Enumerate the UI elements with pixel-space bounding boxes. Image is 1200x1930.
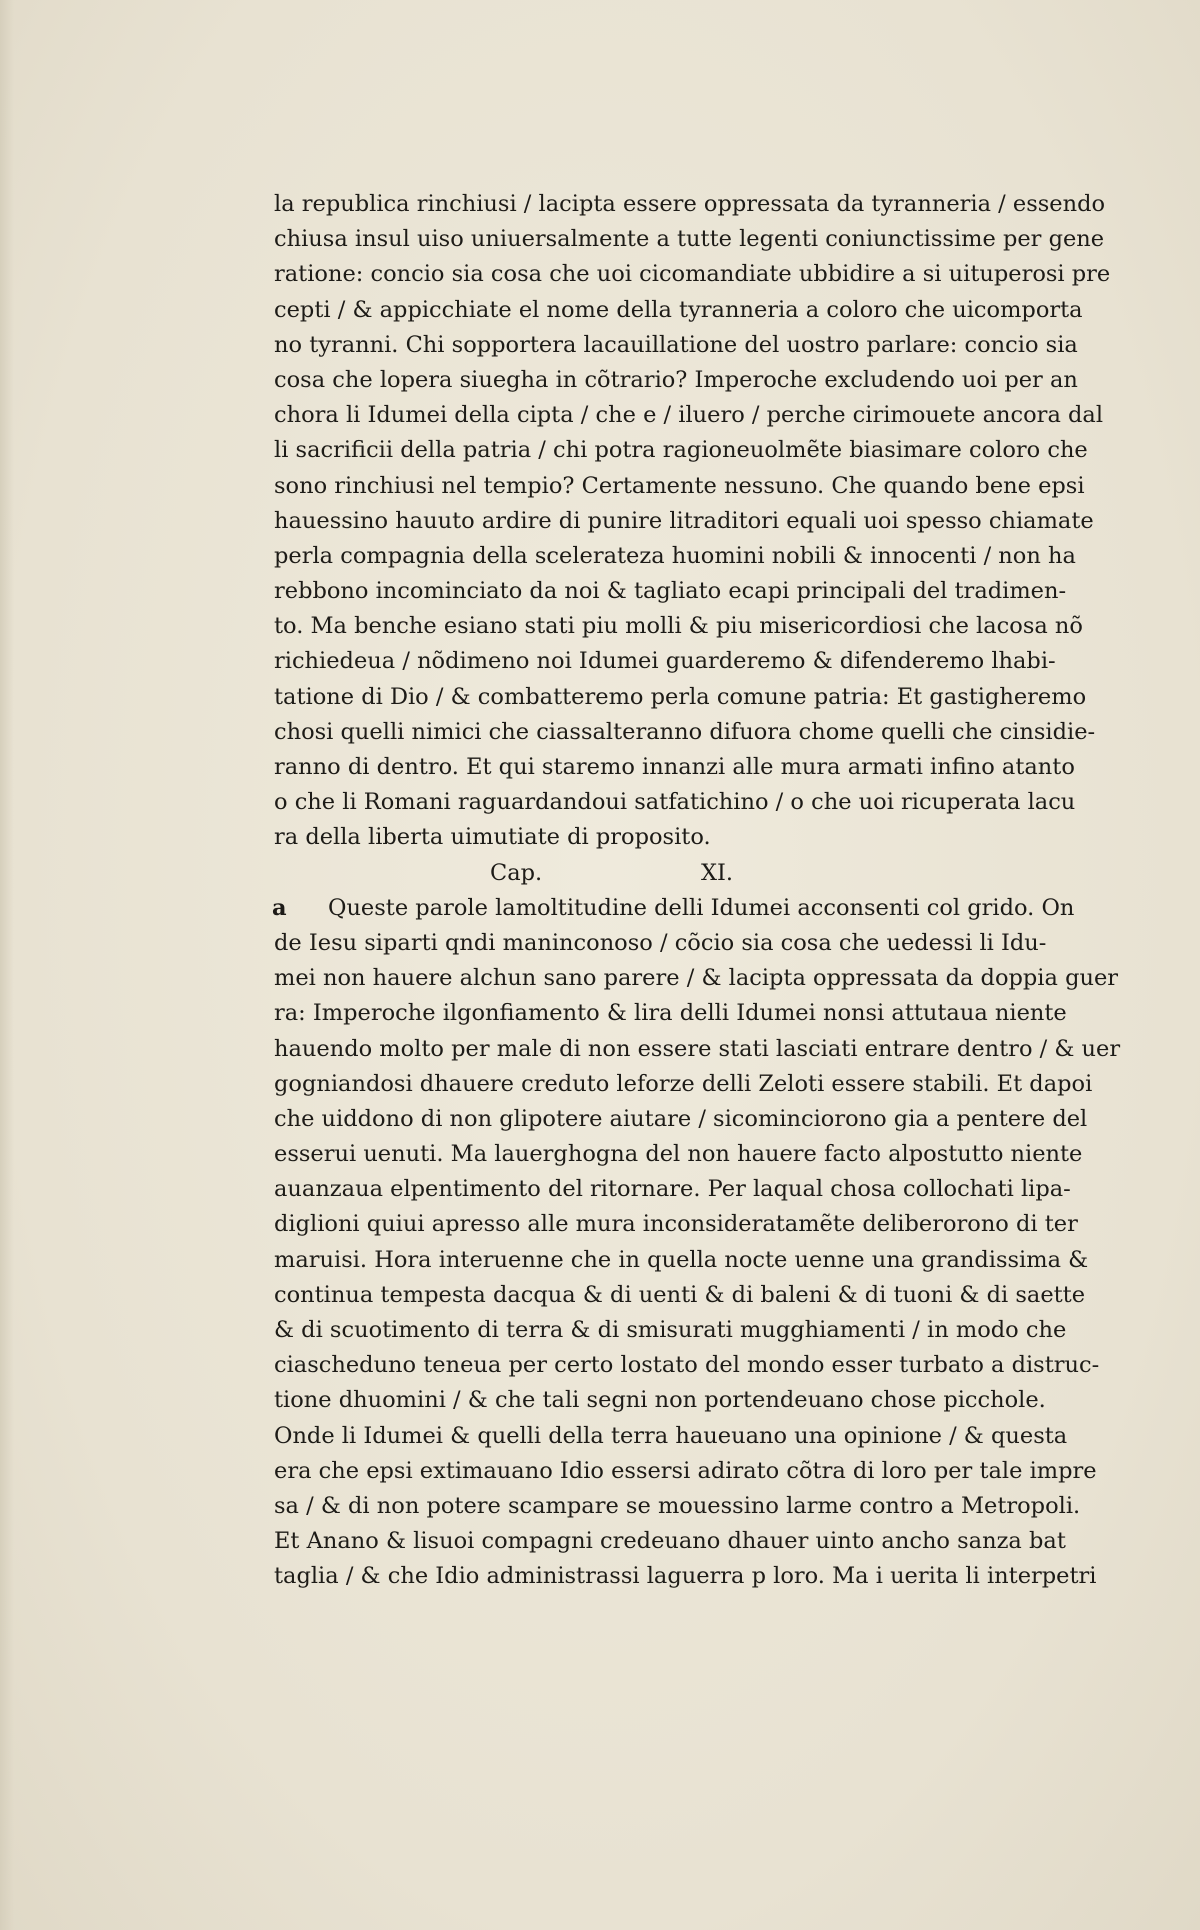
text-line: taglia / & che Idio administrassi laguerra p loro. Ma i uerita li interpetri xyxy=(274,1563,1097,1590)
text-line: tione dhuomini / & che tali segni non portendeuano chose picchole. xyxy=(274,1387,1046,1414)
chapter-number: XI. xyxy=(701,859,734,886)
text-line: cepti / & appicchiate el nome della tyranneria a coloro che uicomporta xyxy=(274,296,1083,323)
chapter-label: Cap. xyxy=(490,859,543,886)
text-line: era che epsi extimauano Idio essersi adirato cõtra di loro per tale impre xyxy=(274,1457,1097,1484)
text-block xyxy=(274,187,1134,1595)
text-line: cosa che lopera siuegha in cõtrario? Imperoche excludendo uoi per an xyxy=(274,366,1078,393)
text-line: chora li Idumei della cipta / che e / iluero / perche cirimouete ancora dal xyxy=(274,402,1104,429)
text-line: richiedeua / nõdimeno noi Idumei guarderemo & difenderemo lhabi- xyxy=(274,648,1056,675)
text-line: continua tempesta dacqua & di uenti & di baleni & di tuoni & di saette xyxy=(274,1281,1086,1308)
text-line: auanzaua elpentimento del ritornare. Per laqual chosa collochati lipa- xyxy=(274,1176,1071,1203)
text-line: perla compagnia della scelerateza huomini nobili & innocenti / non ha xyxy=(274,542,1076,569)
text-line: chosi quelli nimici che ciassalteranno difuora chome quelli che cinsidie- xyxy=(274,718,1096,745)
text-line: tatione di Dio / & combatteremo perla comune patria: Et gastigheremo xyxy=(274,683,1087,710)
text-line: ciascheduno teneua per certo lostato del mondo esser turbato a distruc- xyxy=(274,1352,1100,1379)
text-line: ratione: concio sia cosa che uoi cicomandiate ubbidire a si uituperosi pre xyxy=(274,261,1111,288)
text-line: Queste parole lamoltitudine delli Idumei acconsenti col grido. On xyxy=(328,894,1075,921)
marginal-letter: a xyxy=(272,894,287,921)
text-line: li sacrificii della patria / chi potra ragioneuolmẽte biasimare coloro che xyxy=(274,437,1088,464)
text-line: de Iesu siparti qndi maninconoso / cõcio sia cosa che uedessi li Idu- xyxy=(274,929,1047,956)
text-line: maruisi. Hora interuenne che in quella nocte uenne una grandissima & xyxy=(274,1246,1089,1273)
text-line: gogniandosi dhauere creduto leforze delli Zeloti essere stabili. Et dapoi xyxy=(274,1070,1093,1097)
text-line: to. Ma benche esiano stati piu molli & piu misericordiosi che lacosa nõ xyxy=(274,613,1083,640)
text-line: sono rinchiusi nel tempio? Certamente nessuno. Che quando bene epsi xyxy=(274,472,1085,499)
text-line: hauessino hauuto ardire di punire litraditori equali uoi spesso chiamate xyxy=(274,507,1094,534)
text-line: ranno di dentro. Et qui staremo innanzi alle mura armati infino atanto xyxy=(274,754,1075,780)
text-line: rebbono incominciato da noi & tagliato ecapi principali del tradimen- xyxy=(274,578,1067,605)
text-line: mei non hauere alchun sano parere / & lacipta oppressata da doppia guer xyxy=(274,965,1119,992)
text-line: ra: Imperoche ilgonfiamento & lira delli Idumei nonsi attutaua niente xyxy=(274,1000,1067,1027)
chapter-first-line xyxy=(274,891,1134,926)
text-line: che uiddono di non glipotere aiutare / sicominciorono gia a pentere del xyxy=(274,1105,1088,1132)
text-line: esserui uenuti. Ma lauerghogna del non hauere facto alpostutto niente xyxy=(274,1141,1083,1168)
text-line: Et Anano & lisuoi compagni credeuano dhauer uinto ancho sanza bat xyxy=(274,1528,1066,1555)
text-line: chiusa insul uiso uniuersalmente a tutte legenti coniunctissime per gene xyxy=(274,226,1105,253)
text-line: diglioni quiui apresso alle mura inconsideratamẽte deliberorono di ter xyxy=(274,1211,1078,1238)
text-line: la republica rinchiusi / lacipta essere oppressata da tyranneria / essendo xyxy=(274,191,1106,217)
chapter-heading xyxy=(274,856,1134,891)
text-line: & di scuotimento di terra & di smisurati mugghiamenti / in modo che xyxy=(274,1317,1067,1343)
text-line: ra della liberta uimutiate di proposito. xyxy=(274,824,711,851)
text-line: o che li Romani raguardandoui satfatichino / o che uoi ricuperata lacu xyxy=(274,789,1076,816)
text-line: no tyranni. Chi sopportera lacauillatione del uostro parlare: concio sia xyxy=(274,331,1078,358)
text-line: sa / & di non potere scampare se mouessino larme contro a Metropoli. xyxy=(274,1492,1081,1519)
text-line: Onde li Idumei & quelli della terra haueuano una opinione / & questa xyxy=(274,1422,1068,1449)
text-line: hauendo molto per male di non essere stati lasciati entrare dentro / & uer xyxy=(274,1035,1121,1062)
page-edge-shadow xyxy=(0,0,14,1930)
